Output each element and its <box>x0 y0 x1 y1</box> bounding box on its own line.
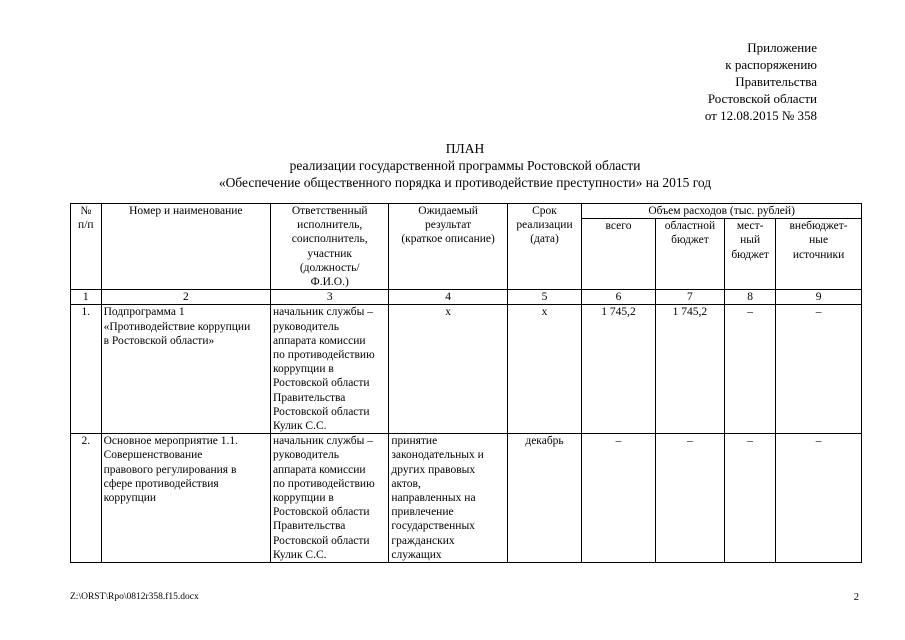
row-local: – <box>725 305 776 434</box>
appendix-line: Приложение <box>747 40 817 55</box>
column-number: 3 <box>271 290 389 305</box>
row-name: Подпрограмма 1 «Противодействие коррупции в Ростовской области» <box>101 305 270 434</box>
row-total: – <box>582 434 655 563</box>
row-num: 1. <box>71 305 102 434</box>
column-number: 2 <box>101 290 270 305</box>
row-offbudget: – <box>776 434 862 563</box>
plan-table <box>70 203 862 563</box>
appendix-line: от 12.08.2015 № 358 <box>704 108 817 123</box>
row-local: – <box>725 434 776 563</box>
document-title <box>60 140 870 191</box>
row-result: принятие законодательных и других правовых актов, направленных на привлечение государственных гражданских служащих <box>389 434 507 563</box>
row-total: 1 745,2 <box>582 305 655 434</box>
column-number: 7 <box>655 290 724 305</box>
header-num: № п/п <box>71 204 102 290</box>
row-name: Основное мероприятие 1.1. Совершенствование правового регулирования в сфере противодействия коррупции <box>101 434 270 563</box>
appendix-line: к распоряжению <box>725 57 817 72</box>
header-result: Ожидаемый результат (краткое описание) <box>389 204 507 290</box>
table-row <box>71 305 862 434</box>
row-result: х <box>389 305 507 434</box>
column-number: 1 <box>71 290 102 305</box>
row-responsible: начальник службы – руководитель аппарата комиссии по противодействию коррупции в Ростовской области Правительства Ростовской области Кулик С.С. <box>271 305 389 434</box>
page-number: 2 <box>853 592 859 603</box>
appendix-block <box>597 39 817 124</box>
header-total: всего <box>582 219 655 290</box>
header-local: мест- ный бюджет <box>725 219 776 290</box>
row-num: 2. <box>71 434 102 563</box>
file-path: Z:\ORST\Rpo\0812r358.f15.docx <box>70 592 199 602</box>
row-regional: – <box>655 434 724 563</box>
header-name: Номер и наименование <box>101 204 270 290</box>
column-number: 4 <box>389 290 507 305</box>
header-offbudget: внебюджет- ные источники <box>776 219 862 290</box>
appendix-line: Ростовской области <box>707 91 817 106</box>
header-row <box>71 204 862 219</box>
column-number: 9 <box>776 290 862 305</box>
column-number: 5 <box>507 290 582 305</box>
title-line: «Обеспечение общественного порядка и противодействие преступности» на 2015 год <box>218 175 712 190</box>
row-deadline: декабрь <box>507 434 582 563</box>
column-number: 8 <box>725 290 776 305</box>
row-deadline: х <box>507 305 582 434</box>
row-offbudget: – <box>776 305 862 434</box>
header-expenses: Объем расходов (тыс. рублей) <box>582 204 862 219</box>
table-row <box>71 434 862 563</box>
header-regional: областной бюджет <box>655 219 724 290</box>
header-responsible: Ответственный исполнитель, соисполнитель, участник (должность/ Ф.И.О.) <box>271 204 389 290</box>
column-number-row <box>71 290 862 305</box>
appendix-line: Правительства <box>735 74 817 89</box>
title-line: ПЛАН <box>445 141 485 156</box>
row-responsible: начальник службы – руководитель аппарата комиссии по противодействию коррупции в Ростовской области Правительства Ростовской области Кулик С.С. <box>271 434 389 563</box>
title-line: реализации государственной программы Ростовской области <box>289 158 641 173</box>
column-number: 6 <box>582 290 655 305</box>
row-regional: 1 745,2 <box>655 305 724 434</box>
header-deadline: Срок реализации (дата) <box>507 204 582 290</box>
